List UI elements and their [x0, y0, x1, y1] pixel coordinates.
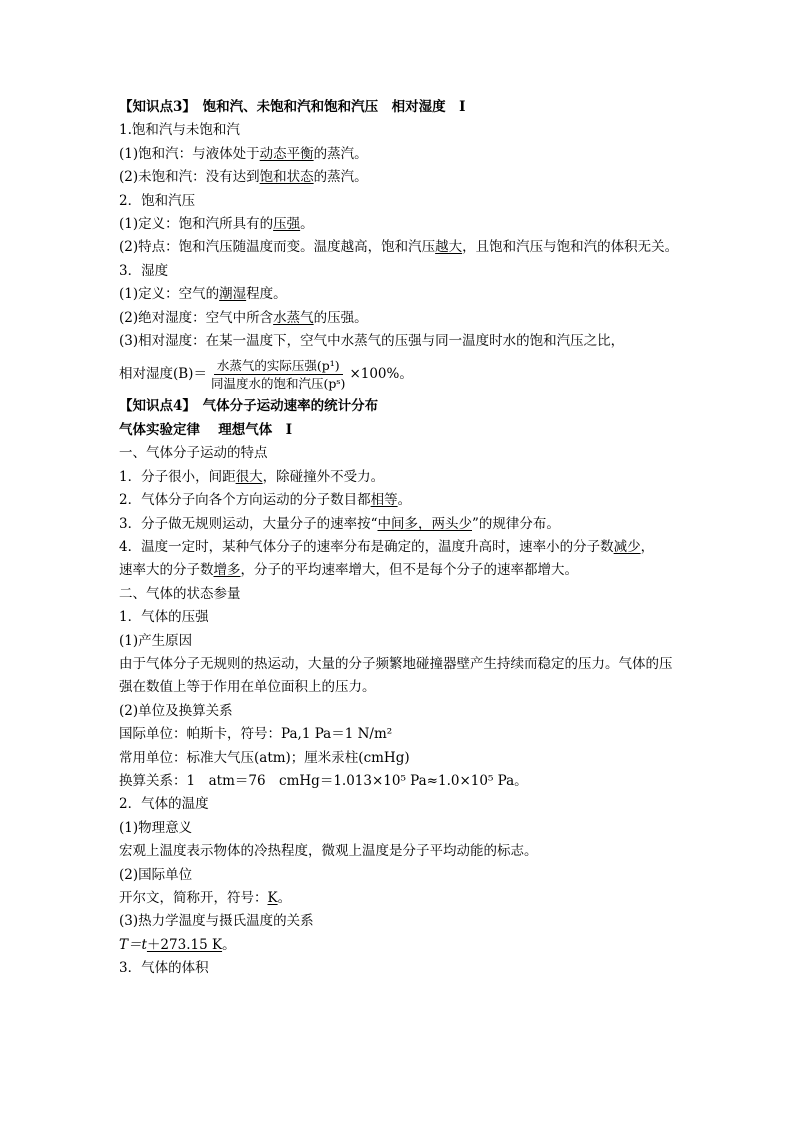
formula-fraction	[208, 357, 348, 392]
kp3-section-2-item-b: (2)特点：饱和汽压随温度而变。温度越高，饱和汽压越大，且饱和汽压与饱和汽的体积无关。	[119, 239, 679, 256]
gas-temperature-meaning-text: 宏观上温度表示物体的冷热程度，微观上温度是分子平均动能的标志。	[119, 843, 538, 860]
kp3-section-2-item-a: (1)定义：饱和汽所具有的压强。	[119, 216, 314, 233]
formula-numerator: 水蒸气的实际压强(p¹)	[214, 357, 343, 375]
kp3-section-3-item-b: (2)绝对湿度：空气中所含水蒸气的压强。	[119, 309, 368, 326]
kp4-part-1-item-4-line-1: 4．温度一定时，某种气体分子的速率分布是确定的，温度升高时，速率小的分子数减少，	[119, 538, 655, 555]
document-body	[119, 96, 679, 981]
kp4-part-1-item-4-line-2: 速率大的分子数增多，分子的平均速率增大，但不是每个分子的速率都增大。	[119, 562, 578, 579]
kp3-section-2-title: 2．饱和汽压	[119, 192, 196, 209]
gas-temperature-unit-title: (2)国际单位	[119, 866, 193, 883]
kp3-section-1-title: 1.饱和汽与未饱和汽	[119, 122, 240, 139]
relative-humidity-formula	[119, 351, 679, 397]
gas-volume-title: 3．气体的体积	[119, 960, 209, 977]
kp4-part-1-item-3: 3．分子做无规则运动，大量分子的速率按“中间多，两头少”的规律分布。	[119, 515, 560, 532]
gas-temperature-title: 2．气体的温度	[119, 796, 209, 813]
kp4-part-2-title: 二、气体的状态参量	[119, 585, 241, 602]
kp3-section-1-item-a: (1)饱和汽：与液体处于动态平衡的蒸汽。	[119, 145, 368, 162]
formula-denominator: 同温度水的饱和汽压(pˢ)	[210, 375, 346, 391]
gas-pressure-cause-text: 由于气体分子无规则的热运动，大量的分子频繁地碰撞器壁产生持续而稳定的压力。气体的压强在数值上等于作用在单位面积上的压力。	[119, 655, 673, 696]
kp4-part-1-item-2: 2．气体分子向各个方向运动的分子数目都相等。	[119, 492, 412, 509]
gas-temperature-unit-text: 开尔文，简称开，符号：K。	[119, 890, 292, 906]
kp3-section-3-item-c: (3)相对湿度：在某一温度下，空气中水蒸气的压强与同一温度时水的饱和汽压之比，	[119, 333, 625, 350]
kp3-section-1-item-b: (2)未饱和汽：没有达到饱和状态的蒸汽。	[119, 169, 368, 186]
formula-rhs: ×100%。	[349, 365, 413, 382]
gas-pressure-conversion: 换算关系：1 atm＝76 cmHg＝1.013×10⁵ Pa≈1.0×10⁵ Pa。	[119, 772, 528, 789]
gas-pressure-cause-title: (1)产生原因	[119, 632, 193, 649]
kp4-part-1-item-1: 1．分子很小，间距很大，除碰撞外不受力。	[119, 468, 385, 485]
gas-pressure-title: 1．气体的压强	[119, 609, 209, 626]
gas-pressure-common-units: 常用单位：标准大气压(atm)；厘米汞柱(cmHg)	[119, 749, 410, 766]
knowledge-point-3-heading: 【知识点3】 饱和汽、未饱和汽和饱和汽压 相对湿度 Ⅰ	[119, 99, 466, 115]
kp4-part-1-title: 一、气体分子运动的特点	[119, 445, 268, 462]
gas-pressure-si-unit: 国际单位：帕斯卡，符号：Pa,1 Pa＝1 N/m²	[119, 726, 393, 743]
knowledge-point-4-subheading: 气体实验定律 理想气体 Ⅰ	[119, 421, 293, 438]
temperature-relation-title: (3)热力学温度与摄氏温度的关系	[119, 913, 314, 930]
knowledge-point-4-heading: 【知识点4】 气体分子运动速率的统计分布	[119, 398, 379, 415]
temperature-relation-formula: T＝t＋273.15 K。	[119, 936, 236, 953]
kp3-section-3-title: 3．湿度	[119, 262, 169, 279]
formula-lhs: 相对湿度(B)＝	[119, 365, 207, 382]
kp3-section-3-item-a: (1)定义：空气的潮湿程度。	[119, 286, 287, 303]
gas-temperature-meaning-title: (1)物理意义	[119, 819, 193, 836]
gas-pressure-units-title: (2)单位及换算关系	[119, 702, 233, 719]
